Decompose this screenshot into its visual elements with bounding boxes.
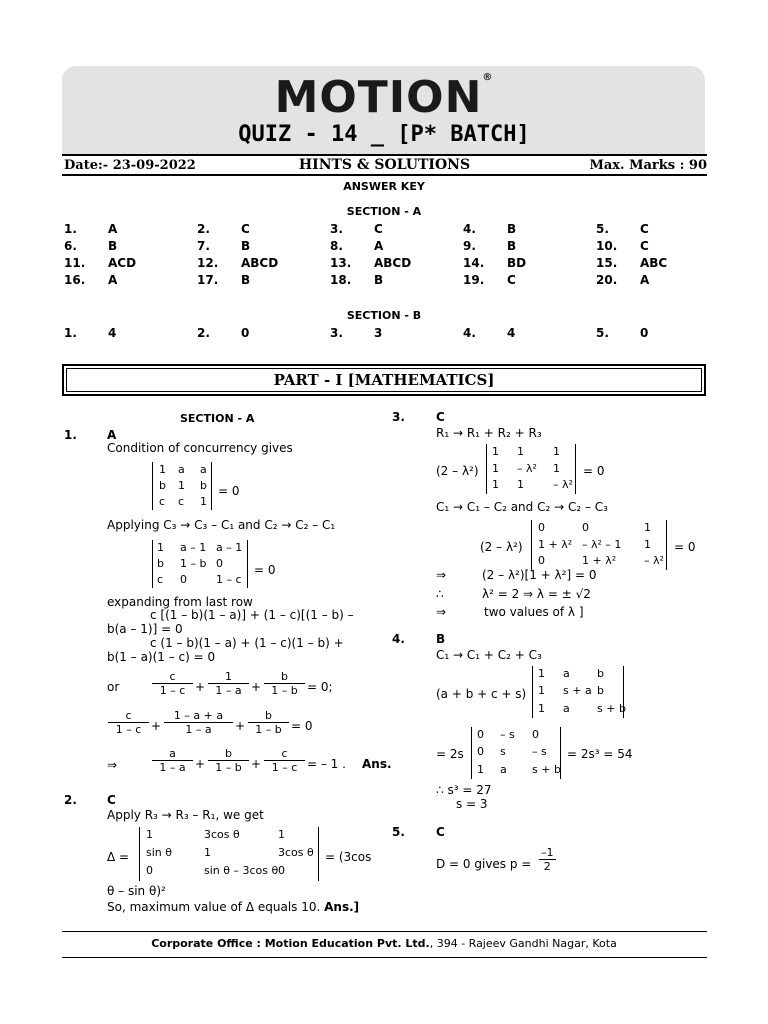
matrix-entry: 1 [538,701,545,715]
q4-determinant-1 [532,666,624,718]
question-number: 4. [463,222,476,236]
footer-rule-top [62,931,707,932]
matrix-entry: 0 [582,521,589,534]
q2-delta: Δ = [107,850,130,864]
solutions-section-label: SECTION - A [180,412,255,425]
question-number: 19. [463,273,485,287]
fraction: $\frac{1}{1 - a}$ [208,670,249,697]
question-number: 8. [330,239,343,253]
operator: + [251,757,262,771]
answer-value: ABC [640,256,668,270]
matrix-entry: 3cos θ [204,828,240,841]
question-number: 6. [64,239,77,253]
matrix-entry: a [563,667,570,680]
question-number: 17. [197,273,219,287]
answer-value: BD [507,256,527,270]
q2-answer: C [107,793,116,807]
fraction: $\frac{c}{1 - c}$ [264,747,305,774]
answer-value: B [241,239,251,253]
section-b-label: SECTION - B [346,309,422,322]
answer-key-title: ANSWER KEY [343,180,425,193]
matrix-entry: a [178,463,185,476]
q1-determinant-2 [152,540,248,588]
question-number: 5. [596,326,609,340]
fraction: $\frac{b}{1 - b}$ [264,670,305,697]
question-number: 11. [64,256,86,270]
matrix-entry: s + b [532,762,561,776]
q3-answer: C [436,410,445,424]
question-number: 12. [197,256,219,270]
matrix-entry: 0 [538,521,545,534]
matrix-entry: 0 [477,728,484,741]
answer-value: 4 [108,326,117,340]
operator: = – 1 . [307,757,346,771]
matrix-entry: c [159,495,166,508]
question-number: 5. [596,222,609,236]
info-row [62,154,707,176]
q1-eq: = 0 [218,484,240,498]
matrix-entry: 1 – b [180,557,207,570]
q1-step-2: b(a – 1)] = 0 [107,622,183,636]
question-number: 18. [330,273,352,287]
q3-step-1: (2 – λ²)[1 + λ²] = 0 [482,568,597,582]
operator: = 0 [291,719,313,733]
q5-number: 5. [392,825,405,839]
q2-apply: Apply R₃ → R₃ – R₁, we get [107,808,264,822]
matrix-entry: 1 [492,445,499,458]
quiz-title: QUIZ - 14 _ [P* BATCH] [238,122,530,147]
fraction: $\frac{1 - a + a}{1 - a}$ [164,709,233,736]
question-number: 1. [64,222,77,236]
question-number: 3. [330,222,343,236]
q2-number: 2. [64,793,77,807]
matrix-entry: s + a [563,684,592,698]
q1-number: 1. [64,428,77,442]
matrix-entry: 1 [538,667,545,680]
footer-rule-bottom [62,957,707,958]
matrix-entry: 0 [532,728,539,741]
matrix-entry: 0 [216,557,223,570]
matrix-entry: 1 [200,495,207,508]
q4-answer: B [436,632,446,646]
fraction: $\frac{c}{1 - c}$ [108,709,149,736]
hints-label: HINTS & SOLUTIONS [298,157,471,173]
q5-answer: C [436,825,445,839]
q1-or: or [107,680,120,694]
max-marks-label: Max. Marks : 90 [589,158,707,173]
answer-value: B [374,273,384,287]
q3-number: 3. [392,410,405,424]
q4-col-op: C₁ → C₁ + C₂ + C₃ [436,648,542,662]
matrix-entry: b [159,479,166,492]
matrix-entry: 1 [204,846,211,859]
fraction: $\frac{b}{1 - b}$ [208,747,249,774]
q3-step-3-symbol: ⇒ [436,605,447,619]
matrix-entry: c [178,495,185,508]
q4-step-1: ∴ s³ = 27 [436,783,492,797]
q1-implies: ⇒ [107,758,118,772]
q5-text: D = 0 gives p = [436,857,532,871]
q2-tail: = (3cos [325,850,372,864]
q3-step-2-symbol: ∴ [436,587,444,601]
matrix-entry: a – 1 [216,541,243,554]
matrix-entry: 0 [477,745,484,759]
operator: + [251,680,262,694]
matrix-entry: 0 [146,864,153,877]
matrix-entry: 1 + λ² [538,537,573,551]
part-title-box [62,364,706,396]
q4-step-2: s = 3 [456,797,488,811]
matrix-entry: 0 [180,573,187,586]
matrix-entry: 1 [178,479,185,492]
answer-value: ABCD [241,256,279,270]
matrix-entry: 1 + λ² [582,554,617,568]
q3-eq-2: = 0 [674,540,696,554]
matrix-entry: a [563,701,570,715]
q4-pre-2: = 2s [436,747,464,761]
q3-step-3: two values of λ ] [484,605,584,619]
question-number: 13. [330,256,352,270]
part-title: PART - I [MATHEMATICS] [66,368,702,392]
matrix-entry: 1 [492,478,499,492]
q3-determinant-2 [531,520,667,570]
matrix-entry: 1 [159,463,166,476]
q1-applying: Applying C₃ → C₃ – C₁ and C₂ → C₂ – C₁ [107,518,336,532]
q5-fraction: $\frac{-1}{2}$ [541,846,554,873]
answer-value: ABCD [374,256,412,270]
matrix-entry: 1 [146,828,153,841]
matrix-entry: sin θ – 3cos θ [204,864,279,877]
answer-value: B [241,273,251,287]
question-number: 10. [596,239,618,253]
answer-marker: Ans. [362,757,392,771]
question-number: 16. [64,273,86,287]
answer-value: C [374,222,383,236]
matrix-entry: 0 [278,864,285,877]
answer-value: A [108,273,118,287]
q1-line: Condition of concurrency gives [107,441,293,455]
q3-col-ops: C₁ → C₁ – C₂ and C₂ → C₂ – C₃ [436,500,608,514]
matrix-entry: s + b [597,701,626,715]
fraction: $\frac{b}{1 - b}$ [248,709,289,736]
q4-pre: (a + b + c + s) [436,687,527,701]
matrix-entry: 1 [492,461,499,475]
motion-logo: MOTION® [274,72,494,123]
q1-step-4: b(1 – a)(1 – c) = 0 [107,650,216,664]
q3-pre: (2 – λ²) [436,464,479,478]
footer: Corporate Office : Motion Education Pvt. Ltd., 394 - Rajeev Gandhi Nagar, Kota [151,937,617,950]
fraction: $\frac{a}{1 - a}$ [152,747,193,774]
answer-value: 4 [507,326,516,340]
question-number: 20. [596,273,618,287]
answer-value: A [374,239,384,253]
operator: + [151,719,162,733]
question-number: 9. [463,239,476,253]
matrix-entry: 1 [538,684,545,698]
matrix-entry: 1 – c [216,573,242,586]
matrix-entry: 1 [644,521,651,534]
matrix-entry: s [500,745,506,759]
q4-determinant-2 [471,727,561,779]
matrix-entry: sin θ [146,846,172,859]
matrix-entry: 1 [157,541,164,554]
q3-determinant-1 [486,444,576,494]
q2-final: So, maximum value of Δ equals 10. Ans.] [107,900,360,914]
question-number: 3. [330,326,343,340]
matrix-entry: 1 [644,537,651,551]
matrix-entry: b [597,684,604,698]
matrix-entry: 3cos θ [278,846,314,859]
matrix-entry: – λ² [644,554,664,568]
q2-tail-2: θ – sin θ)² [107,884,166,898]
section-a-label: SECTION - A [346,205,422,218]
q1-step-1: c [(1 – b)(1 – a)] + (1 – c)[(1 – b) – [150,608,354,622]
answer-value: C [640,222,649,236]
answer-value: 0 [640,326,649,340]
fraction: $\frac{c}{1 - c}$ [152,670,193,697]
matrix-entry: 0 [538,554,545,568]
q1-determinant-1 [152,462,212,510]
question-number: 2. [197,326,210,340]
q1-expand: expanding from last row [107,595,253,609]
q4-number: 4. [392,632,405,646]
q3-row-op: R₁ → R₁ + R₂ + R₃ [436,426,542,440]
matrix-entry: a [200,463,207,476]
matrix-entry: b [597,667,604,680]
q3-eq: = 0 [583,464,605,478]
question-number: 2. [197,222,210,236]
operator: = 0; [307,680,333,694]
matrix-entry: b [157,557,164,570]
answer-value: B [108,239,118,253]
matrix-entry: 1 [517,478,524,492]
answer-value: C [640,239,649,253]
answer-value: B [507,239,517,253]
matrix-entry: c [157,573,164,586]
answer-value: 0 [241,326,250,340]
matrix-entry: 1 [278,828,285,841]
operator: + [195,680,206,694]
matrix-entry: – λ² – 1 [582,537,622,551]
answer-value: C [241,222,250,236]
q1-eq-2: = 0 [254,563,276,577]
q3-step-2: λ² = 2 ⇒ λ = ± √2 [482,587,591,601]
answer-value: A [108,222,118,236]
operator: + [195,757,206,771]
matrix-entry: – s [532,745,547,759]
question-number: 4. [463,326,476,340]
answer-value: C [507,273,516,287]
question-number: 14. [463,256,485,270]
q1-answer: A [107,428,117,442]
answer-value: ACD [108,256,137,270]
operator: + [235,719,246,733]
q2-determinant [139,827,319,881]
matrix-entry: 1 [553,445,560,458]
matrix-entry: 1 [517,445,524,458]
matrix-entry: a [500,762,507,776]
answer-value: A [640,273,650,287]
matrix-entry: 1 [477,762,484,776]
matrix-entry: b [200,479,207,492]
matrix-entry: – λ² [517,461,537,475]
question-number: 15. [596,256,618,270]
matrix-entry: a – 1 [180,541,207,554]
date-label: Date:- 23-09-2022 [64,158,196,173]
answer-value: 3 [374,326,383,340]
q1-step-3: c (1 – b)(1 – a) + (1 – c)(1 – b) + [150,636,344,650]
q3-step-1-symbol: ⇒ [436,568,447,582]
q3-pre-2: (2 – λ²) [480,540,523,554]
answer-value: B [507,222,517,236]
matrix-entry: – s [500,728,515,741]
q4-post: = 2s³ = 54 [567,747,633,761]
question-number: 7. [197,239,210,253]
matrix-entry: 1 [553,461,560,475]
question-number: 1. [64,326,77,340]
matrix-entry: – λ² [553,478,573,492]
